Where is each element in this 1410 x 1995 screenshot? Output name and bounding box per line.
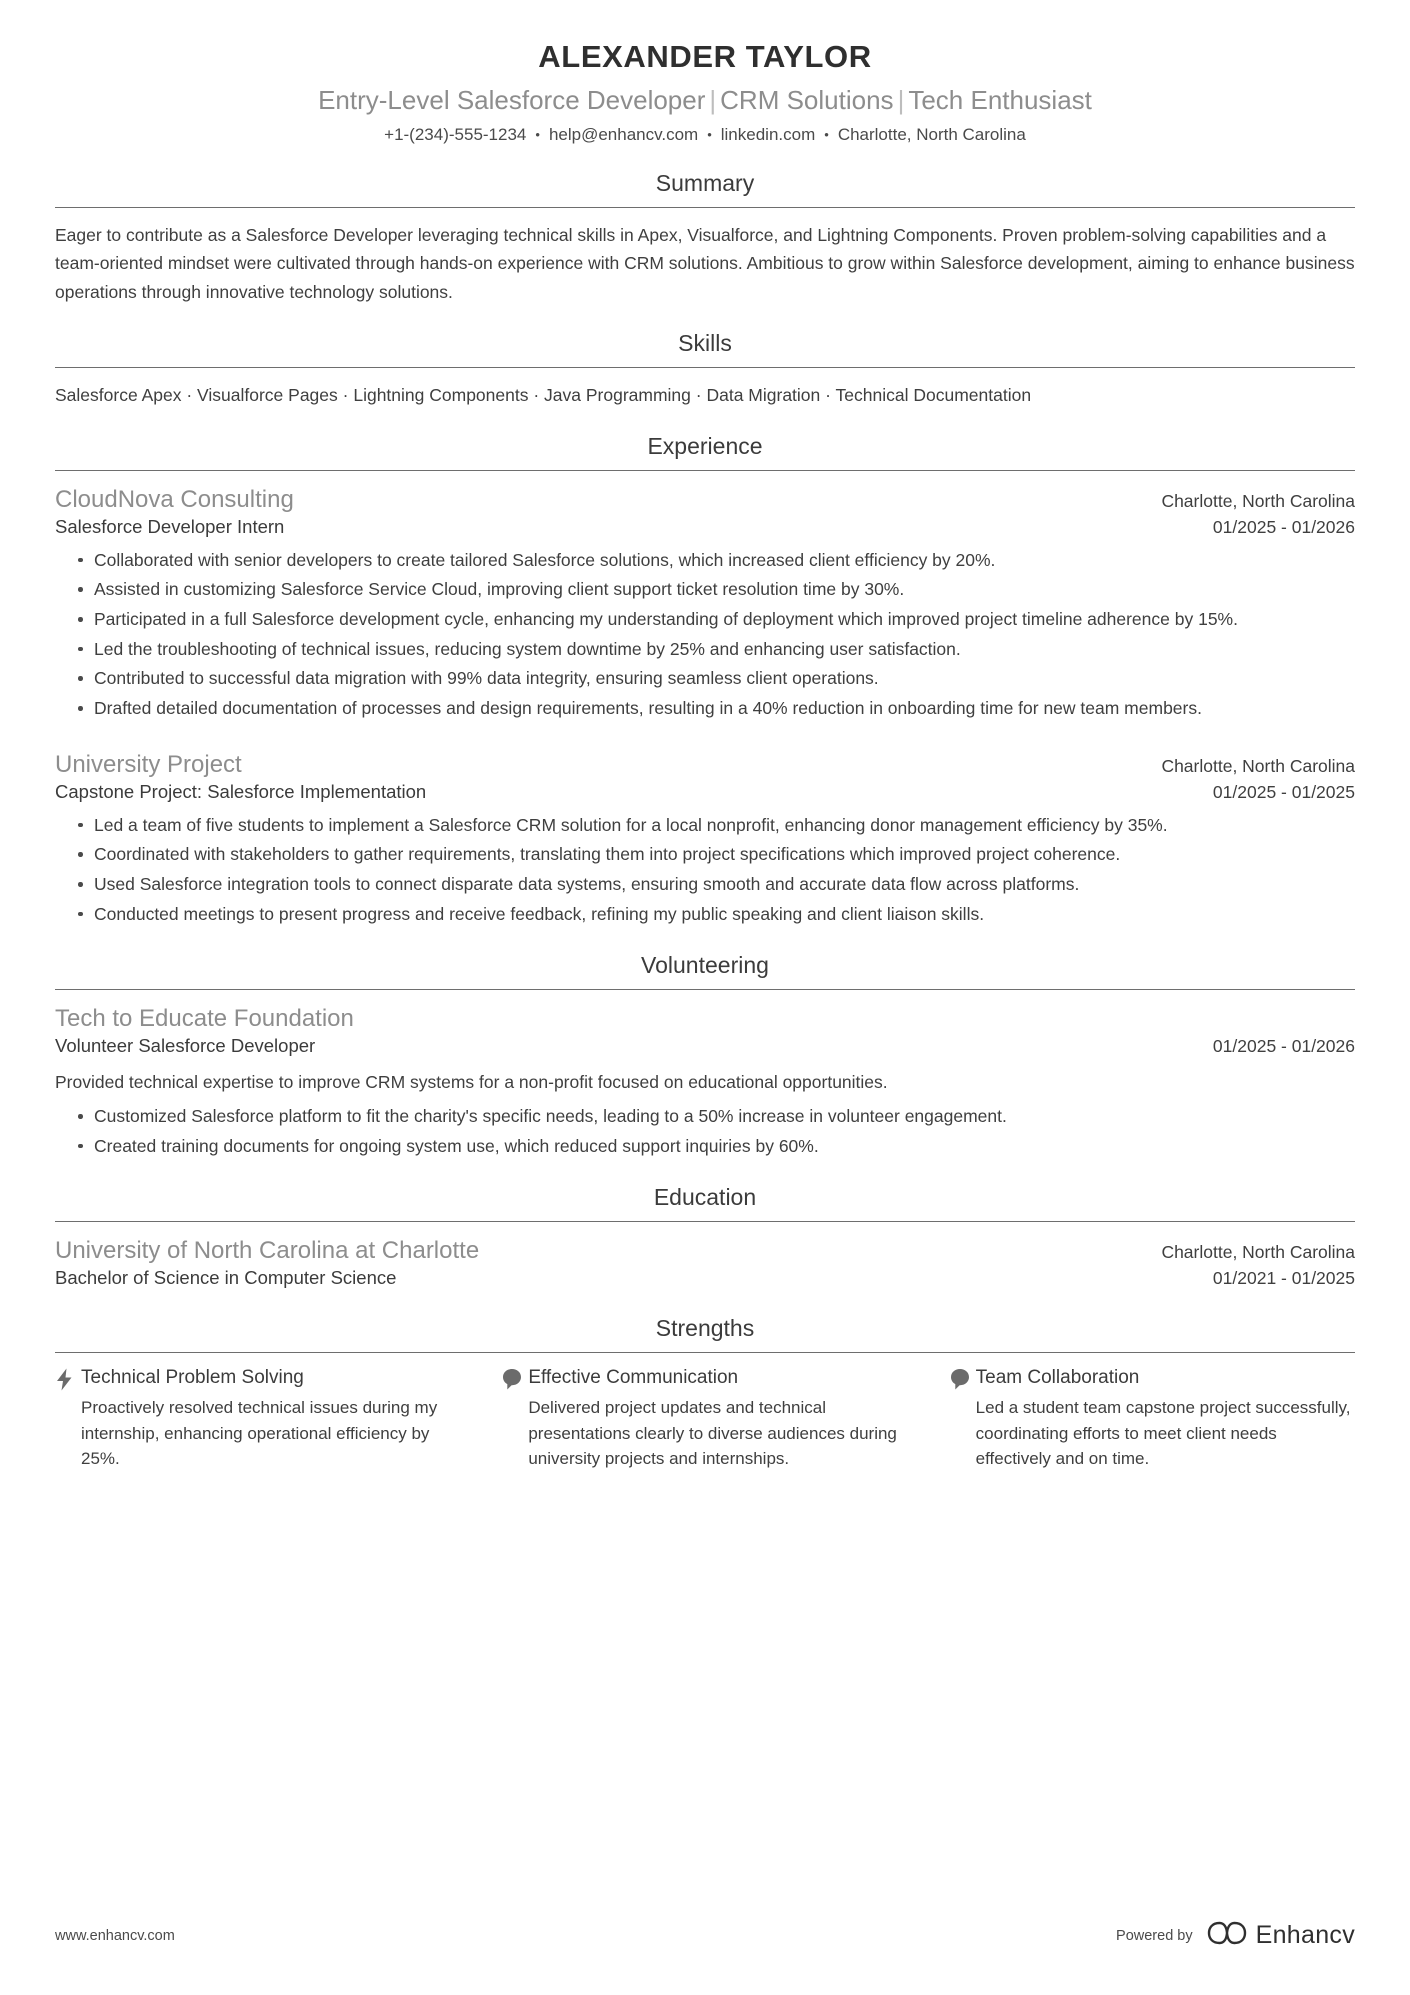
contact-separator: • bbox=[535, 127, 540, 143]
strength-text: Delivered project updates and technical presentations clearly to diverse audiences during university projects and internships. bbox=[528, 1398, 897, 1469]
section-title-skills: Skills bbox=[678, 330, 732, 357]
candidate-name: ALEXANDER TAYLOR bbox=[538, 39, 872, 74]
strength-body bbox=[528, 1366, 907, 1472]
entry-dates: 01/2025 - 01/2025 bbox=[1212, 781, 1355, 802]
contact-location: Charlotte, North Carolina bbox=[837, 125, 1026, 145]
strength-body bbox=[81, 1366, 460, 1472]
skill-item: Salesforce Apex bbox=[55, 385, 182, 406]
entry-bullet: Assisted in customizing Salesforce Service Cloud, improving client support ticket resolution time by 30%. bbox=[76, 576, 1355, 604]
skill-item: Lightning Components bbox=[353, 385, 529, 406]
entry-bullet: Conducted meetings to present progress and receive feedback, refining my public speaking and client liaison skills. bbox=[76, 901, 1355, 929]
section-volunteering bbox=[55, 952, 1355, 1160]
entry-bullet-list bbox=[55, 812, 1355, 929]
entry-header-row bbox=[55, 1003, 1355, 1034]
section-title-summary: Summary bbox=[655, 170, 755, 197]
skills-list bbox=[55, 381, 1355, 409]
strength-title: Effective Communication bbox=[528, 1366, 739, 1388]
candidate-headline bbox=[55, 84, 1355, 117]
section-title-volunteering: Volunteering bbox=[641, 952, 769, 979]
strength-text: Led a student team capstone project successfully, coordinating efforts to meet client needs effectively and on time. bbox=[975, 1398, 1351, 1469]
section-title-strengths: Strengths bbox=[655, 1315, 755, 1342]
entry-dates: 01/2025 - 01/2026 bbox=[1212, 1036, 1355, 1057]
entry-location: Charlotte, North Carolina bbox=[1161, 1242, 1355, 1263]
entry-organization: CloudNova Consulting bbox=[55, 485, 294, 513]
enhancv-wordmark: Enhancv bbox=[1255, 1921, 1355, 1949]
contact-linkedin[interactable]: linkedin.com bbox=[720, 125, 816, 145]
entry bbox=[55, 1235, 1355, 1291]
entry-role: Salesforce Developer Intern bbox=[55, 515, 285, 537]
entry-bullet: Used Salesforce integration tools to connect disparate data systems, ensuring smooth and accurate data flow across platforms. bbox=[76, 871, 1355, 899]
speech-head-icon bbox=[502, 1366, 528, 1391]
contact-line bbox=[55, 124, 1355, 146]
skill-item: Data Migration bbox=[706, 385, 821, 406]
section-title-experience: Experience bbox=[647, 433, 763, 460]
section-education bbox=[55, 1184, 1355, 1291]
skill-separator: · bbox=[337, 385, 354, 406]
resume-header bbox=[55, 38, 1355, 146]
entry-role: Bachelor of Science in Computer Science bbox=[55, 1267, 397, 1289]
summary-text: Eager to contribute as a Salesforce Developer leveraging technical skills in Apex, Visualforce, and Lightning Components. Proven problem-solving capabilities and a team-oriented mindset were cultivated through hands-on experience with CRM solutions. Ambitious to grow within Salesforce development, aiming to enhance business operations through innovative technology solutions. bbox=[55, 224, 1355, 302]
skill-item: Visualforce Pages bbox=[197, 385, 338, 406]
entry-bullet-list bbox=[55, 547, 1355, 723]
entry-description: Provided technical expertise to improve CRM systems for a non-profit focused on educational opportunities. bbox=[55, 1072, 888, 1093]
entry-subheader-row bbox=[55, 1034, 1355, 1059]
headline-part-2: CRM Solutions bbox=[720, 84, 894, 115]
strength-item bbox=[502, 1366, 949, 1472]
entry-header-row bbox=[55, 484, 1355, 515]
entry-location: Charlotte, North Carolina bbox=[1161, 755, 1355, 776]
page-footer bbox=[55, 1920, 1355, 1951]
headline-part-1: Entry-Level Salesforce Developer bbox=[318, 84, 706, 115]
entry-organization: Tech to Educate Foundation bbox=[55, 1004, 354, 1032]
skill-separator: · bbox=[820, 385, 836, 406]
strength-body bbox=[976, 1366, 1355, 1472]
skill-item: Technical Documentation bbox=[835, 385, 1032, 406]
entry-header-row bbox=[55, 1235, 1355, 1266]
section-title-education: Education bbox=[653, 1184, 757, 1211]
contact-separator: • bbox=[824, 127, 829, 143]
entry-dates: 01/2021 - 01/2025 bbox=[1212, 1268, 1355, 1289]
footer-powered-by: Powered by bbox=[1116, 1927, 1193, 1944]
strength-item bbox=[55, 1366, 502, 1472]
entry-header-row bbox=[55, 749, 1355, 780]
entry-location: Charlotte, North Carolina bbox=[1161, 490, 1355, 511]
section-strengths bbox=[55, 1315, 1355, 1472]
education-body bbox=[55, 1222, 1355, 1291]
entry-bullet: Coordinated with stakeholders to gather requirements, translating them into project specifications which improved project coherence. bbox=[76, 841, 1355, 869]
section-experience bbox=[55, 433, 1355, 928]
entry-role: Capstone Project: Salesforce Implementation bbox=[55, 780, 427, 802]
volunteering-body bbox=[55, 990, 1355, 1160]
contact-separator: • bbox=[707, 127, 712, 143]
lightning-bolt-icon bbox=[55, 1366, 81, 1391]
strength-title: Technical Problem Solving bbox=[81, 1366, 304, 1388]
entry-bullet-list bbox=[55, 1103, 1355, 1160]
strength-item bbox=[950, 1366, 1355, 1472]
headline-part-3: Tech Enthusiast bbox=[908, 84, 1092, 115]
entry-bullet: Led the troubleshooting of technical issues, reducing system downtime by 25% and enhancing user satisfaction. bbox=[76, 636, 1355, 664]
entry-bullet: Led a team of five students to implement a Salesforce CRM solution for a local nonprofit, enhancing donor management efficiency by 35%. bbox=[76, 812, 1355, 840]
footer-branding bbox=[1116, 1920, 1355, 1951]
enhancv-logo bbox=[1207, 1920, 1355, 1951]
contact-email[interactable]: help@enhancv.com bbox=[548, 125, 699, 145]
entry-bullet: Customized Salesforce platform to fit the charity's specific needs, leading to a 50% increase in volunteer engagement. bbox=[76, 1103, 1355, 1131]
speech-head-icon bbox=[950, 1366, 976, 1391]
section-skills bbox=[55, 330, 1355, 409]
skill-item: Java Programming bbox=[544, 385, 691, 406]
enhancv-mark-icon bbox=[1207, 1920, 1247, 1951]
entry-bullet: Drafted detailed documentation of processes and design requirements, resulting in a 40% reduction in onboarding time for new team members. bbox=[76, 695, 1355, 723]
entry-bullet: Collaborated with senior developers to create tailored Salesforce solutions, which increased client efficiency by 20%. bbox=[76, 547, 1355, 575]
entry-bullet: Contributed to successful data migration with 99% data integrity, ensuring seamless client operations. bbox=[76, 665, 1355, 693]
entry bbox=[55, 749, 1355, 929]
entry-dates: 01/2025 - 01/2026 bbox=[1212, 516, 1355, 537]
entry-bullet: Participated in a full Salesforce development cycle, enhancing my understanding of deployment which improved project timeline adherence by 15%. bbox=[76, 606, 1355, 634]
entry bbox=[55, 484, 1355, 723]
skills-body bbox=[55, 368, 1355, 409]
entry-bullet: Created training documents for ongoing system use, which reduced support inquiries by 60%. bbox=[76, 1133, 1355, 1161]
entry-subheader-row bbox=[55, 515, 1355, 540]
skill-separator: · bbox=[181, 385, 198, 406]
entry bbox=[55, 1003, 1355, 1160]
strengths-grid bbox=[55, 1366, 1355, 1472]
strengths-body bbox=[55, 1353, 1355, 1472]
entry-subheader-row bbox=[55, 1266, 1355, 1291]
headline-separator-2: | bbox=[897, 84, 905, 115]
strength-title: Team Collaboration bbox=[975, 1366, 1140, 1388]
entry-subheader-row bbox=[55, 780, 1355, 805]
section-summary bbox=[55, 170, 1355, 306]
experience-body bbox=[55, 471, 1355, 929]
footer-url[interactable]: www.enhancv.com bbox=[55, 1927, 175, 1944]
entry-organization: University of North Carolina at Charlotte bbox=[55, 1237, 480, 1265]
skill-separator: · bbox=[528, 385, 545, 406]
strength-text: Proactively resolved technical issues during my internship, enhancing operational efficiency by 25%. bbox=[81, 1398, 438, 1469]
summary-body bbox=[55, 208, 1355, 307]
headline-separator-1: | bbox=[709, 84, 717, 115]
entry-organization: University Project bbox=[55, 750, 242, 778]
entry-role: Volunteer Salesforce Developer bbox=[55, 1035, 316, 1057]
skill-separator: · bbox=[690, 385, 707, 406]
contact-phone: +1-(234)-555-1234 bbox=[384, 125, 527, 145]
